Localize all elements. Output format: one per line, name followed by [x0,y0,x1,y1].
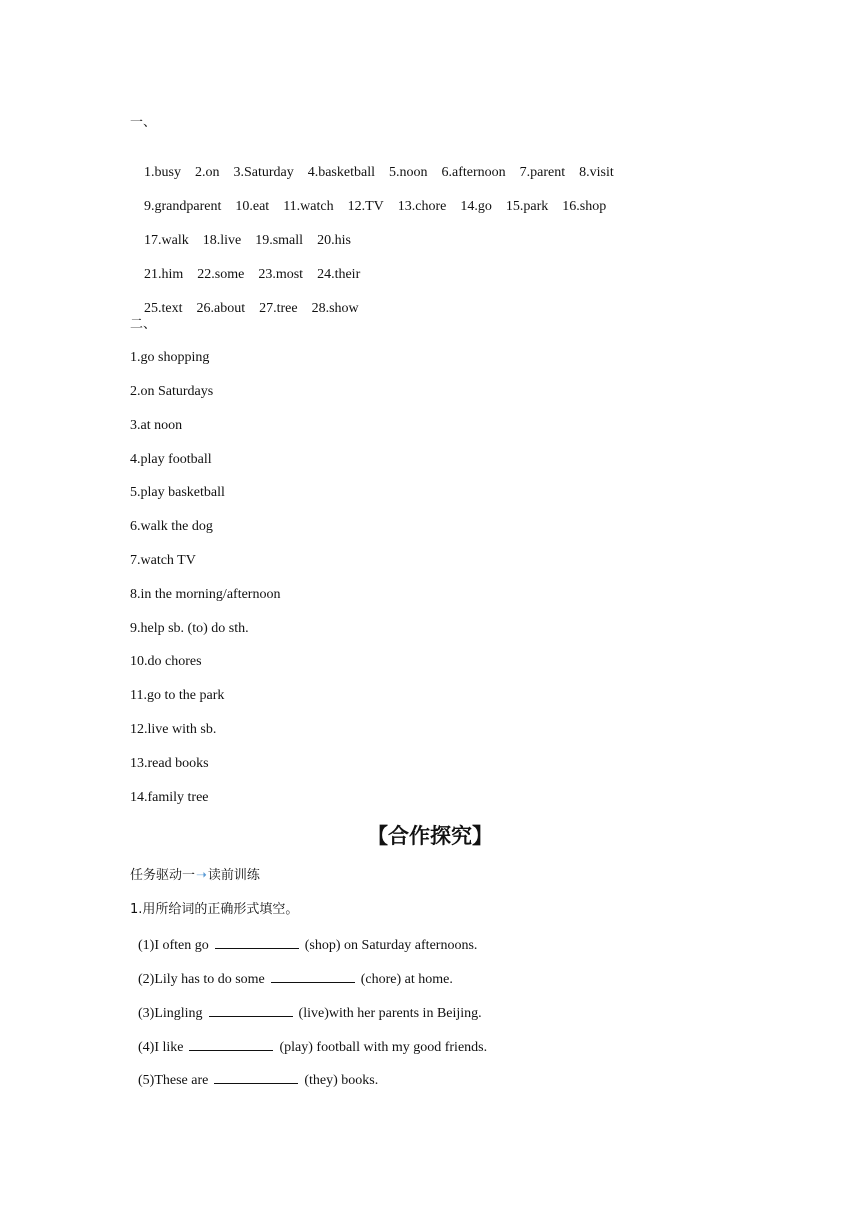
part1-heading: 一、 [130,115,157,130]
vocab-word: 26.about [196,301,246,316]
vocab-word: 24.their [317,267,361,282]
phrase-item: 6.walk the dog [130,519,213,534]
vocab-word: 6.afternoon [441,165,506,180]
task-label-right: 读前训练 [207,868,260,883]
vocab-word: 3.Saturday [233,165,294,180]
exercise-item [138,935,477,955]
phrase-item: 5.play basketball [130,485,225,500]
phrase-item: 7.watch TV [130,553,196,568]
vocab-word: 16.shop [562,199,607,214]
vocab-word: 22.some [197,267,245,282]
vocab-word: 9.grandparent [144,199,222,214]
task-label-left: 任务驱动一 [130,868,196,883]
task-line [130,867,260,885]
phrase-item: 4.play football [130,452,212,467]
vocab-word: 14.go [460,199,492,214]
exercise-item [138,1070,378,1090]
phrase-item: 1.go shopping [130,350,210,365]
part2-heading: 二、 [130,317,157,332]
vocab-word: 23.most [258,267,304,282]
phrase-item: 14.family tree [130,790,209,805]
exercise-text: (1)I often go [138,938,209,953]
vocab-word: 21.him [144,267,184,282]
answer-blank[interactable] [214,1070,298,1084]
vocab-word: 4.basketball [307,165,375,180]
vocab-word: 20.his [317,233,351,248]
answer-blank[interactable] [209,1003,293,1017]
vocab-word: 8.visit [579,165,614,180]
phrase-item: 12.live with sb. [130,722,217,737]
exercise-text: (chore) at home. [360,972,453,987]
exercise-text: (live)with her parents in Beijing. [298,1006,482,1021]
vocab-word: 15.park [505,199,549,214]
vocab-word: 28.show [311,301,359,316]
answer-blank[interactable] [189,1037,273,1051]
phrase-item: 13.read books [130,756,209,771]
vocab-word: 7.parent [519,165,566,180]
exercise-text: (play) football with my good friends. [279,1040,488,1055]
exercise-text: (2)Lily has to do some [138,972,265,987]
arrow-right-icon: ➝ [196,868,207,883]
vocab-word: 10.eat [235,199,270,214]
phrase-item: 11.go to the park [130,688,225,703]
exercise-text: (shop) on Saturday afternoons. [304,938,478,953]
vocab-word: 12.TV [347,199,384,214]
vocab-word: 13.chore [397,199,447,214]
exercise-item [138,1003,482,1023]
phrase-item: 3.at noon [130,418,183,433]
answer-blank[interactable] [215,935,299,949]
vocab-row-5 [130,282,373,336]
vocab-word: 27.tree [259,301,298,316]
vocab-word: 18.live [202,233,242,248]
vocab-word: 25.text [144,301,183,316]
exercise-text: (5)These are [138,1073,209,1088]
phrase-item: 10.do chores [130,654,202,669]
vocab-word: 1.busy [144,165,181,180]
exercise-item [138,969,453,989]
exercise-instruction: 1.用所给词的正确形式填空。 [130,902,299,917]
phrase-item: 2.on Saturdays [130,384,214,399]
exercise-text: (3)Lingling [138,1006,203,1021]
vocab-word: 19.small [255,233,304,248]
vocab-word: 5.noon [388,165,428,180]
vocab-word: 11.watch [283,199,334,214]
answer-blank[interactable] [271,969,355,983]
exercise-item [138,1037,487,1057]
phrase-item: 9.help sb. (to) do sth. [130,621,249,636]
vocab-word: 17.walk [144,233,189,248]
section-title: 【合作探究】 [367,824,493,848]
phrase-item: 8.in the morning/afternoon [130,587,281,602]
vocab-word: 2.on [194,165,220,180]
exercise-text: (they) books. [304,1073,379,1088]
exercise-text: (4)I like [138,1040,184,1055]
